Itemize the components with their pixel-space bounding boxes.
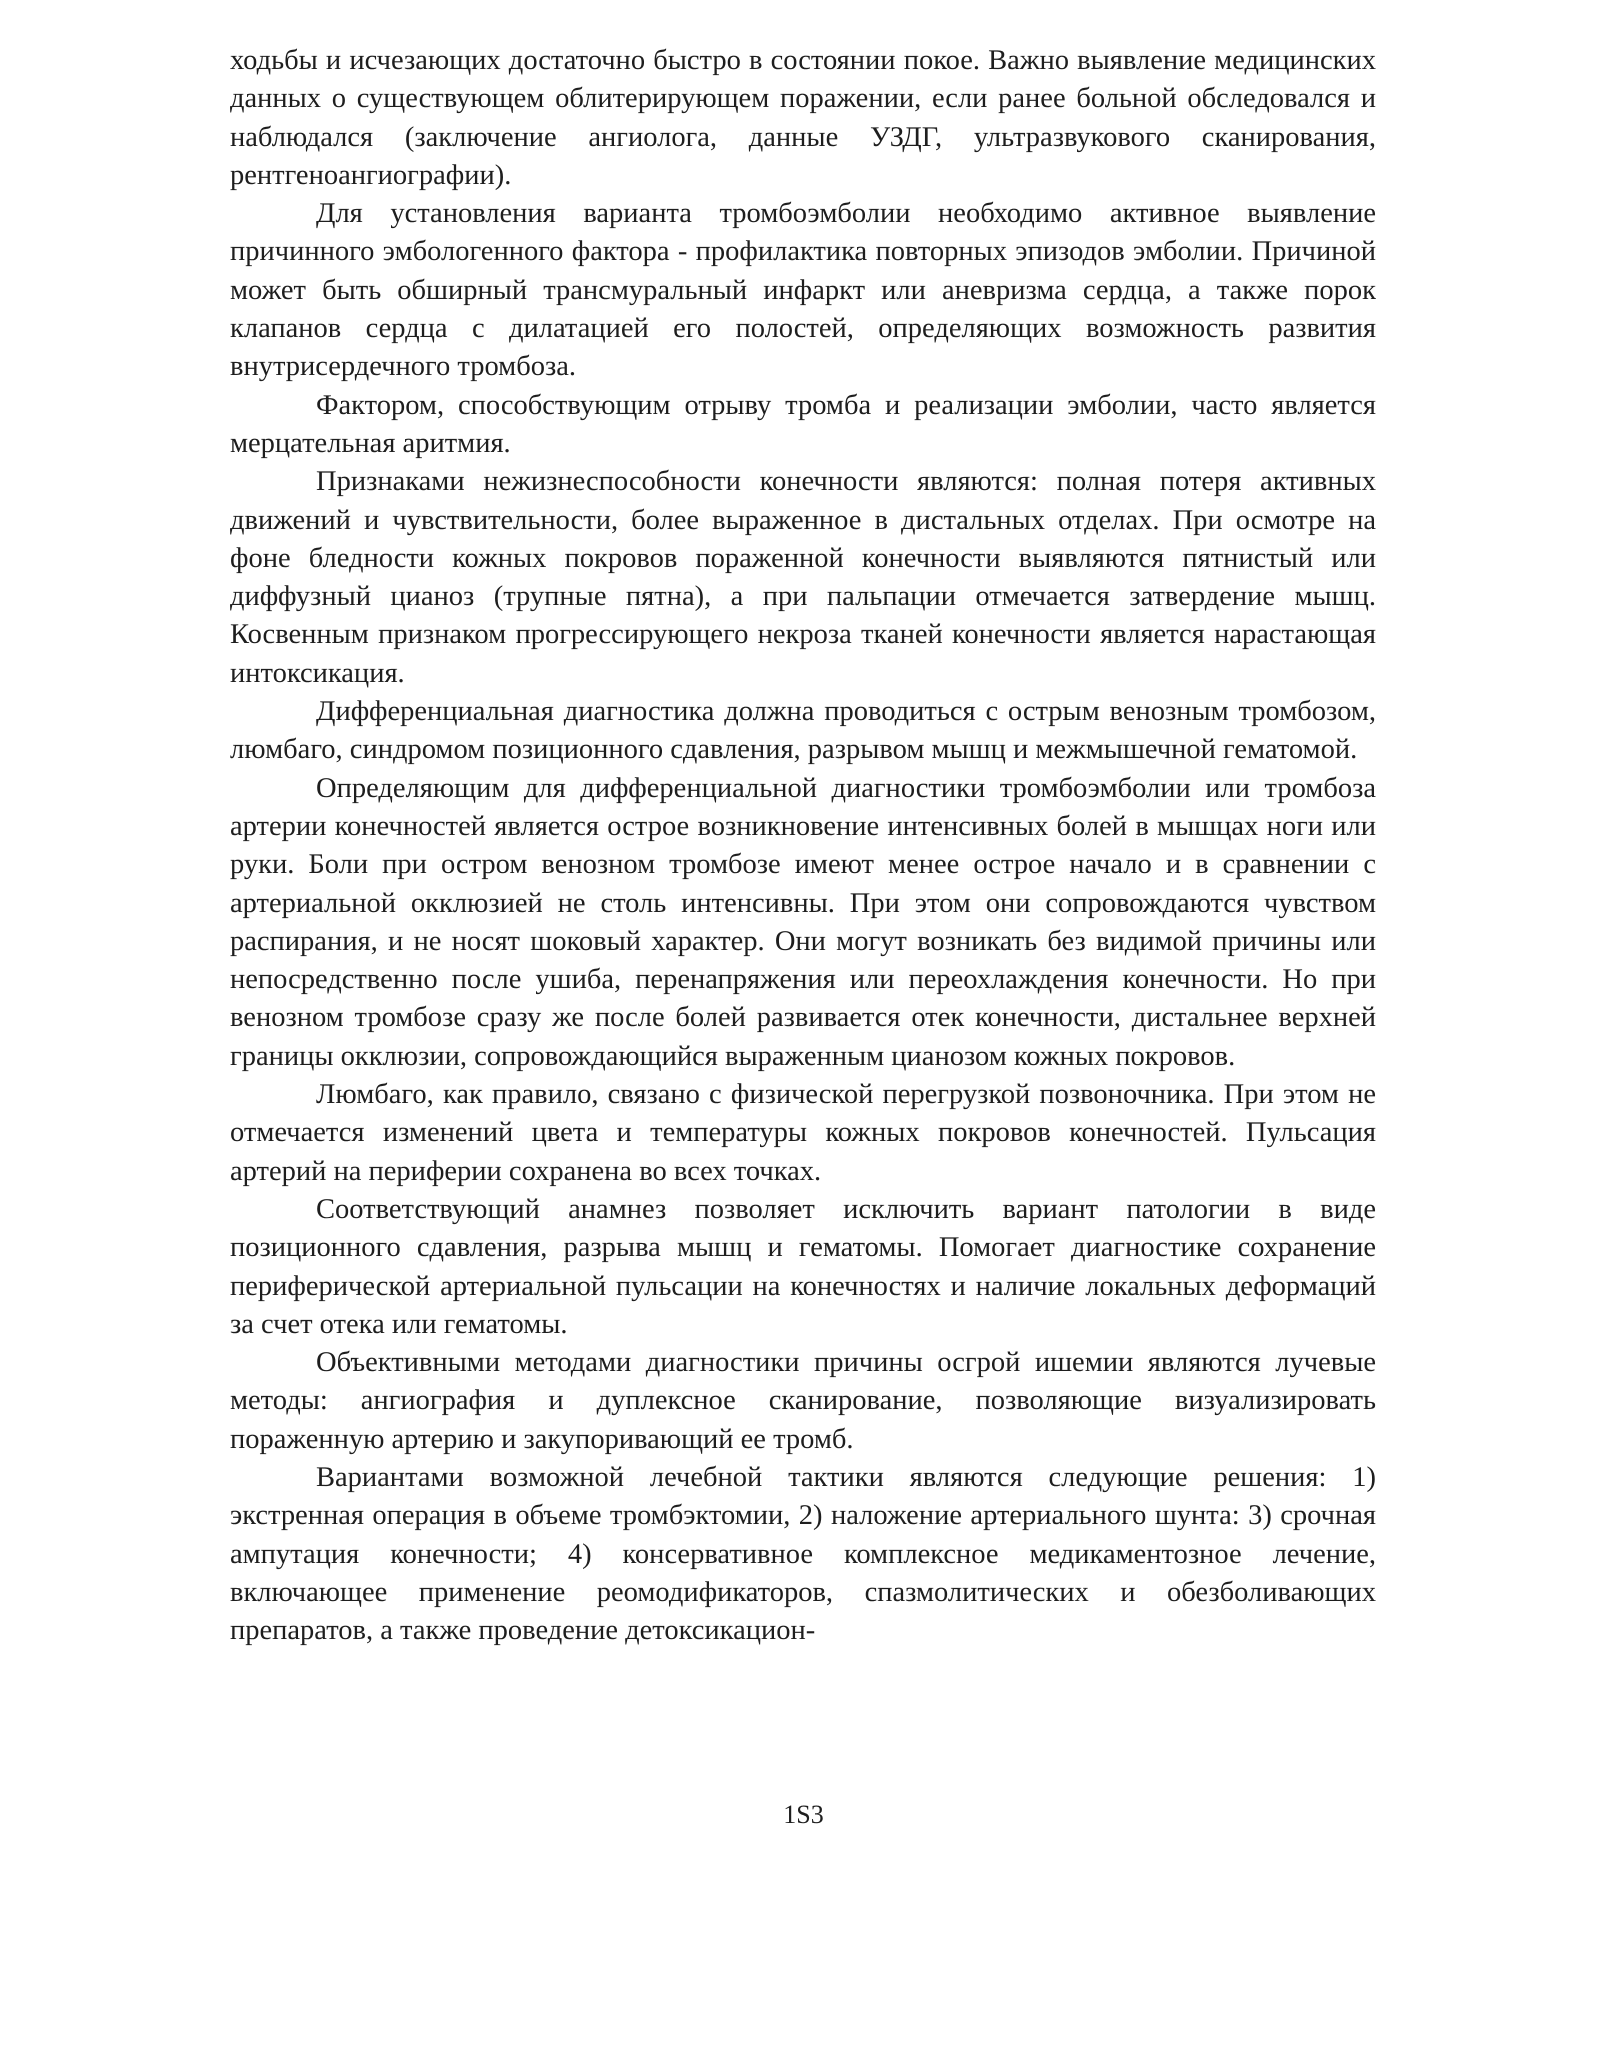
paragraph-treatment-tactics: Вариантами возможной лечебной тактики являются следующие решения: 1) экстренная операция в объеме тромбэктомии, 2) наложение артериального шунта: 3) срочная ампутация конечности; 4) консервативное комплексное медикаментозное лечение, включающее применение реомодификаторов, спазмолитических и обезболивающих препаратов, а также проведение детоксикацион- [230, 1461, 1376, 1647]
paragraph-embolism-variant: Для установления варианта тромбоэмболии необходимо активное выявление причинного эмбологенного фактора - профилактика повторных эпизодов эмболии. Причиной может быть обширный трансмуральный инфаркт или аневризма сердца, а также порок клапанов сердца с дилатацией его полостей, определяющих возможность развития внутрисердечного тромбоза. [230, 198, 1376, 383]
paragraph-nonviability-signs: Признаками нежизнеспособности конечности являются: полная потеря активных движений и чувствительности, более выраженное в дистальных отделах. При осмотре на фоне бледности кожных покровов пораженной конечности выявляются пятнистый или диффузный цианоз (трупные пятна), а при пальпации отмечается затвердение мышц. Косвенным признаком прогрессирующего некроза тканей конечности является нарастающая интоксикация. [230, 466, 1376, 689]
page-number: 1S3 [783, 1800, 824, 1829]
paragraph-embolism-factor: Фактором, способствующим отрыву тромба и реализации эмболии, часто является мерцательная аритмия. [230, 389, 1376, 459]
paragraph-venous-thrombosis: Определяющим для дифференциальной диагностики тромбоэмболии или тромбоза артерии конечностей является острое возникновение интенсивных болей в мышцах ноги или руки. Боли при остром венозном тромбозе имеют менее острое начало и в сравнении с артериальной окклюзией не столь интенсивны. При этом они сопровождаются чувством распирания, и не носят шоковый характер. Они могут возникать без видимой причины или непосредственно после ушиба, перенапряжения или переохлаждения конечности. Но при венозном тромбозе сразу же после болей развивается отек конечности, дистальнее верхней границы окклюзии, сопровождающийся выраженным цианозом кожных покровов. [230, 772, 1376, 1072]
body-text [230, 42, 1376, 1650]
paragraph-lumbago: Люмбаго, как правило, связано с физической перегрузкой позвоночника. При этом не отмечается изменений цвета и температуры кожных покровов конечностей. Пульсация артерий на периферии сохранена во всех точках. [230, 1079, 1376, 1187]
paragraph-differential-diagnosis: Дифференциальная диагностика должна проводиться с острым венозным тромбозом, люмбаго, синдромом позиционного сдавления, разрывом мышц и межмышечной гематомой. [230, 696, 1376, 766]
paragraph-anamnesis: Соответствующий анамнез позволяет исключить вариант патологии в виде позиционного сдавления, разрыва мышц и гематомы. Помогает диагностике сохранение периферической артериальной пульсации на конечностях и наличие локальных деформаций за счет отека или гематомы. [230, 1193, 1376, 1340]
paragraph-objective-methods: Объективными методами диагностики причины осгрой ишемии являются лучевые методы: ангиография и дуплексное сканирование, позволяющие визуализировать пораженную артерию и закупоривающий ее тромб. [230, 1347, 1376, 1455]
paragraph-continuation: ходьбы и исчезающих достаточно быстро в состоянии покое. Важно выявление медицинских данных о существующем облитерирующем поражении, если ранее больной обследовался и наблюдался (заключение ангиолога, данные УЗДГ, ультразвукового сканирования, рентгеноангиографии). [230, 45, 1376, 191]
